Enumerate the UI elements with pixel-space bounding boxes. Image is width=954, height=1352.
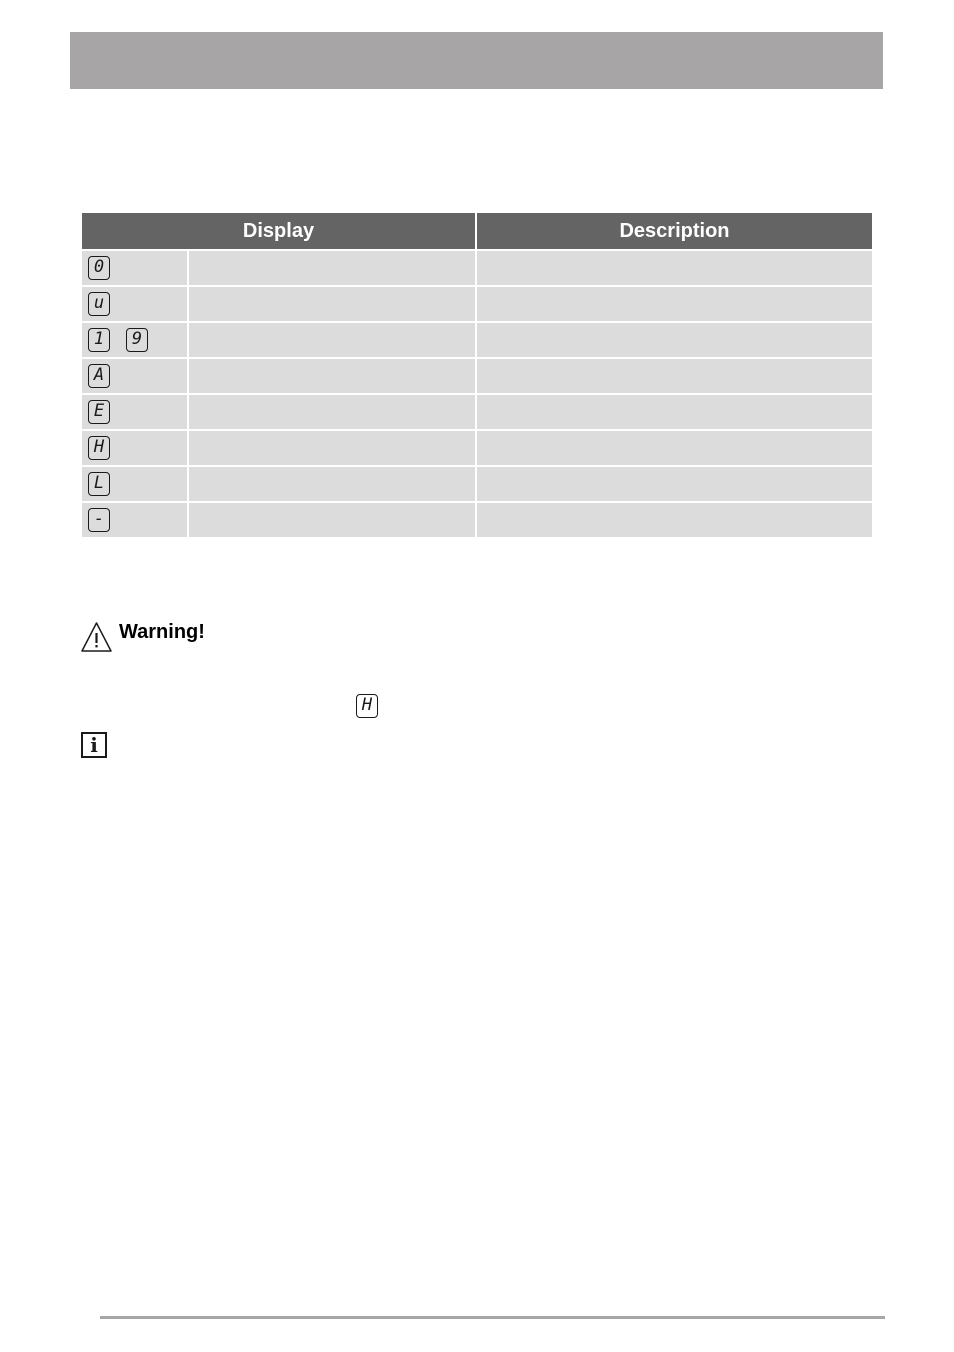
display-symbol-icon: H: [88, 436, 110, 460]
symbol-cell: [82, 322, 188, 358]
header-description: Description: [476, 213, 872, 250]
symbol-meaning-cell: [188, 430, 476, 466]
display-symbol-icon: L: [88, 472, 110, 496]
symbol-meaning-cell: [188, 322, 476, 358]
display-symbol-icon: E: [88, 400, 110, 424]
info-icon: i: [81, 732, 107, 758]
description-cell: [476, 466, 872, 502]
footer-rule: [100, 1316, 885, 1319]
description-cell: [476, 250, 872, 286]
table-header-row: [82, 213, 872, 250]
header-display: Display: [82, 213, 476, 250]
description-cell: [476, 322, 872, 358]
description-cell: [476, 394, 872, 430]
table-body: [82, 250, 872, 537]
table-row: [82, 430, 872, 466]
display-symbol-icon: u: [88, 292, 110, 316]
warning-block: [80, 621, 205, 655]
warning-title: Warning!: [119, 621, 205, 643]
display-symbol-icon: 0: [88, 256, 110, 280]
table-row: [82, 322, 872, 358]
description-cell: [476, 430, 872, 466]
symbol-meaning-cell: [188, 358, 476, 394]
description-cell: [476, 358, 872, 394]
table-row: [82, 250, 872, 286]
symbol-cell: [82, 466, 188, 502]
display-symbol-icon: 9: [126, 328, 148, 352]
table-row: [82, 394, 872, 430]
description-cell: [476, 286, 872, 322]
table-row: [82, 502, 872, 537]
symbol-cell: [82, 394, 188, 430]
display-symbol-icon: H: [356, 694, 378, 718]
symbol-meaning-cell: [188, 394, 476, 430]
symbol-meaning-cell: [188, 250, 476, 286]
symbol-cell: [82, 502, 188, 537]
symbol-cell: [82, 250, 188, 286]
symbol-cell: [82, 430, 188, 466]
symbol-meaning-cell: [188, 286, 476, 322]
table-row: [82, 286, 872, 322]
symbol-meaning-cell: [188, 502, 476, 537]
page-header-band: [70, 32, 883, 89]
display-table: [82, 213, 872, 537]
description-cell: [476, 502, 872, 537]
display-symbol-icon: 1: [88, 328, 110, 352]
table-row: [82, 466, 872, 502]
inline-display-symbol: [356, 694, 378, 718]
display-symbol-icon: -: [88, 508, 110, 532]
symbol-meaning-cell: [188, 466, 476, 502]
symbol-cell: [82, 358, 188, 394]
table-row: [82, 358, 872, 394]
display-symbol-icon: A: [88, 364, 110, 388]
warning-triangle-icon: [80, 621, 113, 653]
symbol-cell: [82, 286, 188, 322]
